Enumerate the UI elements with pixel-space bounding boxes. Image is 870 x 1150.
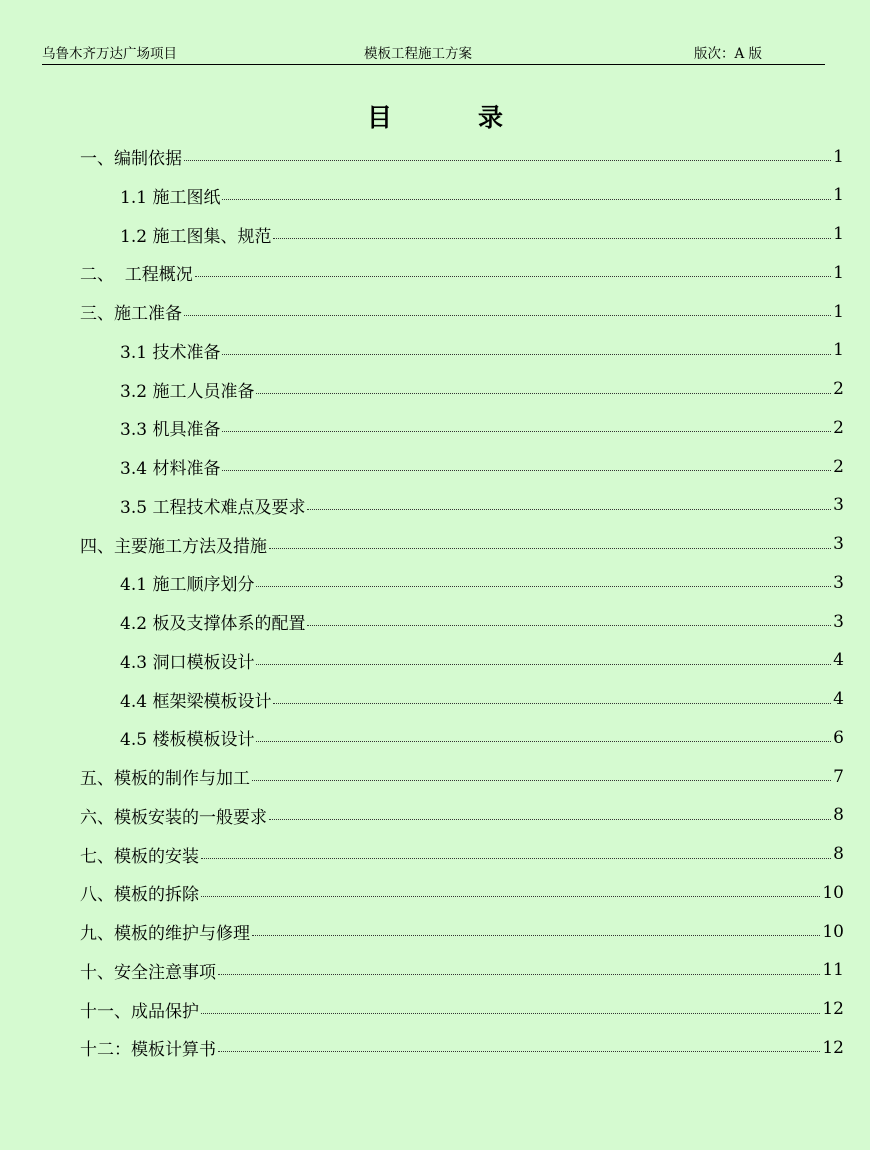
toc-dot-leader	[222, 199, 831, 200]
toc-dot-leader	[222, 431, 831, 432]
toc-entry-label: 十一、成品保护	[80, 1001, 199, 1022]
toc-dot-leader	[218, 974, 820, 975]
toc-dot-leader	[222, 354, 831, 355]
toc-dot-leader	[256, 664, 831, 665]
header-document-title: 模板工程施工方案	[364, 46, 472, 62]
toc-dot-leader	[222, 470, 831, 471]
toc-dot-leader	[256, 586, 831, 587]
toc-entry[interactable]	[120, 641, 844, 680]
toc-entry-label: 4.3 洞口模板设计	[120, 652, 255, 673]
toc-entry-page-number: 10	[822, 882, 844, 903]
toc-dot-leader	[307, 509, 831, 510]
toc-entry[interactable]	[120, 680, 844, 719]
toc-dot-leader	[269, 819, 831, 820]
toc-dot-leader	[218, 1051, 820, 1052]
toc-dot-leader	[184, 160, 831, 161]
toc-entry-label: 八、模板的拆除	[80, 885, 199, 906]
toc-entry-label: 1.1 施工图纸	[120, 187, 221, 208]
page-title	[0, 98, 870, 134]
toc-entry[interactable]	[80, 951, 844, 990]
toc-entry-page-number: 10	[822, 921, 844, 942]
toc-entry-page-number: 3	[833, 611, 844, 632]
toc-entry-page-number: 11	[822, 960, 844, 981]
toc-entry-label: 3.1 技术准备	[120, 342, 221, 363]
toc-dot-leader	[273, 703, 831, 704]
toc-dot-leader	[256, 393, 831, 394]
toc-dot-leader	[201, 1013, 820, 1014]
toc-entry[interactable]	[80, 873, 844, 912]
toc-entry-page-number: 2	[833, 379, 844, 399]
toc-entry-page-number: 1	[833, 185, 844, 206]
toc-entry[interactable]	[120, 408, 844, 447]
toc-entry[interactable]	[120, 447, 844, 486]
toc-entry-label: 3.5 工程技术难点及要求	[120, 497, 306, 518]
toc-entry-page-number: 2	[833, 417, 844, 438]
toc-entry-label: 一、编制依据	[80, 149, 182, 169]
toc-entry-label: 3.2 施工人员准备	[120, 381, 255, 402]
toc-entry-page-number: 7	[833, 766, 844, 787]
header-project-name: 乌鲁木齐万达广场项目	[42, 46, 177, 62]
toc-entry-page-number: 12	[822, 1037, 844, 1058]
toc-entry-label: 十、安全注意事项	[80, 962, 216, 983]
toc-entry[interactable]	[80, 912, 844, 951]
toc-entry[interactable]	[80, 137, 844, 176]
title-char-2: 录	[478, 103, 504, 132]
toc-entry-label: 二、 工程概况	[80, 265, 193, 286]
toc-entry-label: 4.2 板及支撑体系的配置	[120, 614, 306, 634]
toc-dot-leader	[201, 858, 831, 859]
toc-entry[interactable]	[80, 990, 844, 1029]
toc-entry-page-number: 2	[833, 456, 844, 477]
toc-entry-page-number: 1	[833, 301, 844, 322]
toc-entry-page-number: 1	[833, 340, 844, 361]
page-header	[42, 42, 825, 65]
toc-entry[interactable]	[120, 331, 844, 370]
toc-entry-label: 4.1 施工顺序划分	[120, 575, 255, 596]
toc-dot-leader	[201, 896, 820, 897]
toc-entry-page-number: 1	[833, 262, 844, 283]
toc-entry[interactable]	[120, 718, 844, 757]
toc-entry[interactable]	[80, 253, 844, 292]
toc-entry-label: 4.5 楼板模板设计	[120, 730, 255, 751]
toc-entry-page-number: 12	[822, 999, 844, 1019]
toc-dot-leader	[256, 741, 831, 742]
toc-entry[interactable]	[120, 486, 844, 525]
toc-entry-label: 3.4 材料准备	[120, 459, 221, 479]
toc-entry-page-number: 1	[833, 146, 844, 167]
toc-entry-label: 四、主要施工方法及措施	[80, 536, 267, 557]
toc-entry-label: 六、模板安装的一般要求	[80, 807, 267, 828]
title-char-1: 目	[366, 103, 392, 132]
toc-entry-page-number: 4	[833, 650, 844, 671]
toc-entry-page-number: 3	[833, 572, 844, 593]
toc-entry[interactable]	[80, 1028, 844, 1067]
toc-entry[interactable]	[120, 602, 844, 641]
toc-entry-page-number: 6	[833, 727, 844, 748]
toc-entry-page-number: 1	[833, 224, 844, 244]
toc-entry[interactable]	[120, 563, 844, 602]
toc-entry[interactable]	[120, 176, 844, 215]
toc-entry-label: 3.3 机具准备	[120, 420, 221, 441]
toc-entry-label: 1.2 施工图集、规范	[120, 226, 272, 247]
toc-entry-page-number: 4	[833, 689, 844, 709]
toc-dot-leader	[273, 238, 831, 239]
toc-entry-label: 五、模板的制作与加工	[80, 769, 250, 789]
toc-entry-page-number: 3	[833, 495, 844, 516]
toc-entry-label: 九、模板的维护与修理	[80, 924, 250, 944]
toc-dot-leader	[269, 548, 831, 549]
toc-dot-leader	[195, 276, 831, 277]
toc-entry-label: 七、模板的安装	[80, 846, 199, 867]
toc-entry-page-number: 3	[833, 534, 844, 554]
toc-entry-page-number: 8	[833, 805, 844, 826]
toc-entry-label: 十二：模板计算书	[80, 1040, 216, 1061]
toc-entry[interactable]	[80, 796, 844, 835]
toc-entry[interactable]	[80, 835, 844, 874]
toc-dot-leader	[307, 625, 831, 626]
toc-entry-label: 4.4 框架梁模板设计	[120, 691, 272, 712]
toc-entry-page-number: 8	[833, 844, 844, 864]
toc-entry[interactable]	[80, 757, 844, 796]
toc-dot-leader	[252, 935, 820, 936]
toc-entry[interactable]	[80, 525, 844, 564]
toc-dot-leader	[184, 315, 831, 316]
header-version: 版次：A 版	[694, 46, 763, 62]
toc-entry[interactable]	[120, 370, 844, 409]
toc-entry[interactable]	[120, 215, 844, 254]
toc-entry[interactable]	[80, 292, 844, 331]
toc-entry-label: 三、施工准备	[80, 304, 182, 324]
toc-dot-leader	[252, 780, 831, 781]
